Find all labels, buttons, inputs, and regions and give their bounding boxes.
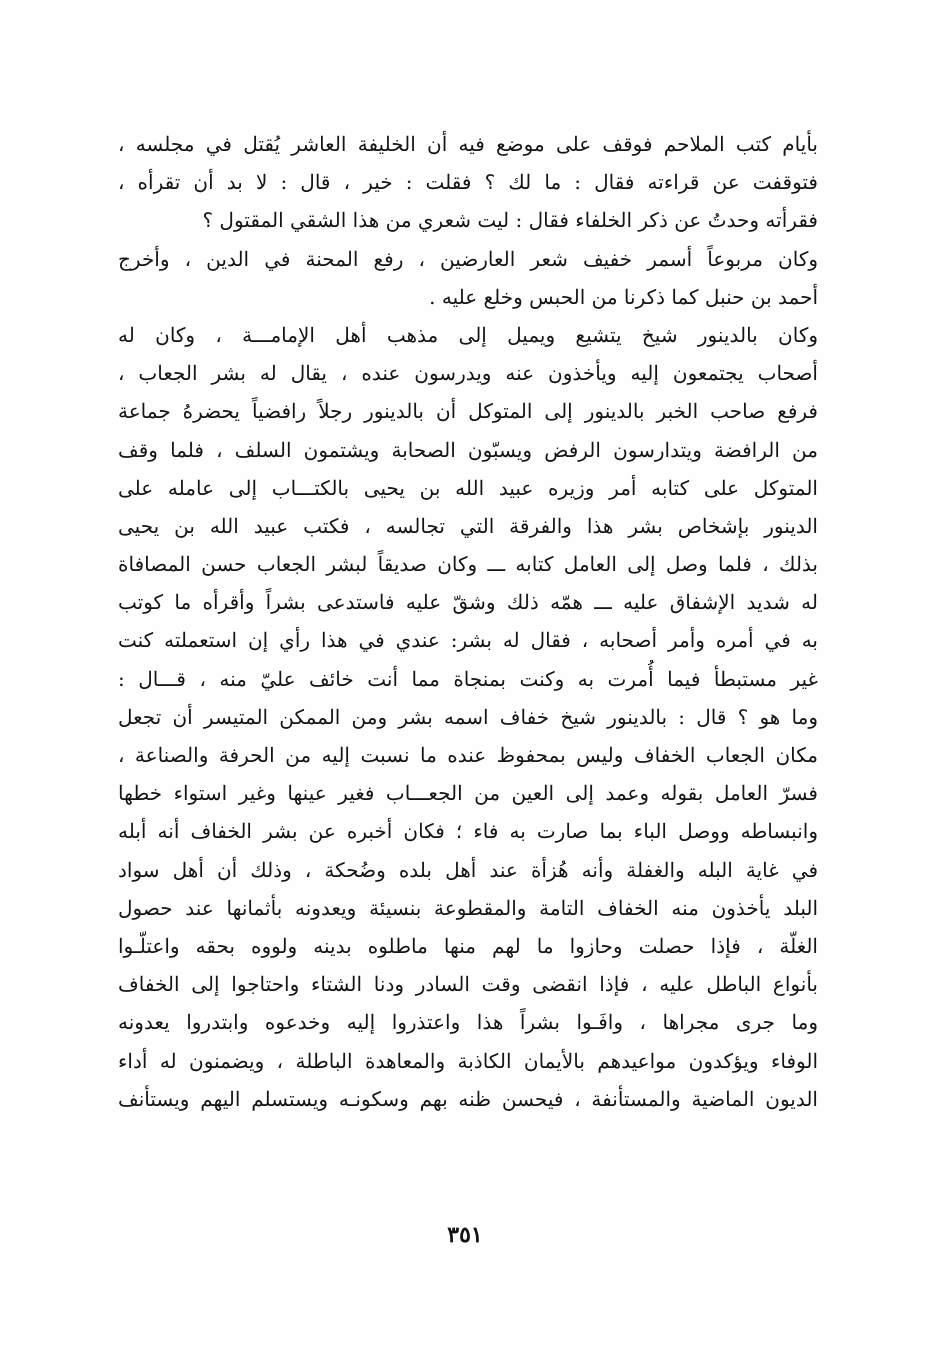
text-line: بأنواع الباطل عليه ، فإذا انقضى وقت السادر ودنا الشتاء واحتاجوا إلى الخفاف [118, 972, 818, 997]
text-line: الدينور بإشخاص بشر هذا والفرقة التي تجالسه ، فكتب عبيد الله بن يحيى [118, 513, 818, 538]
text-line: بأيام كتب الملاحم فوقف على موضع فيه أن الخليفة العاشر يُقتل في مجلسه ، [118, 132, 818, 156]
text-line: غير مستبطأ فيما أُمرت به وكنت بمنجاة مما أنت خائف عليّ منه ، قـــال : [118, 666, 818, 691]
text-line: المتوكل على كتابه أمر وزيره عبيد الله بن يحيى بالكتـــاب إلى عامله على [118, 475, 818, 500]
text-line: الديون الماضية والمستأنفة ، فيحسن ظنه بهم وسكونـه ويستسلم اليهم ويستأنف [118, 1086, 818, 1111]
text-line: وانبساطه ووصل الباء بما صارت به فاء ؛ فكان أخبره عن بشر الخفاف أنه أبله [118, 819, 818, 844]
text-line: فسرّ العامل بقوله وعمد إلى العين من الجعـــاب فغير عينها وغير استواء خطها [118, 781, 818, 806]
text-line: بذلك ، فلما وصل إلى العامل كتابه ـــ وكان صديقاً لبشر الجعاب حسن المصافاة [118, 552, 818, 577]
text-line: فرفع صاحب الخبر بالدينور إلى المتوكل أن بالدينور رجلاً رافضياً يحضرهُ جماعة [118, 399, 818, 424]
text-line: مكان الجعاب الخفاف وليس بمحفوظ عنده ما نسبت إليه من الحرفة والصناعة ، [118, 743, 818, 767]
text-line: وما جرى مجراها ، وافَـوا بشراً هذا واعتذروا إليه وخدعوه وابتدروا يعدونه [118, 1010, 818, 1035]
text-line: البلد يأخذون منه الخفاف التامة والمقطوعة بنسيئة ويعدونه بأثمانها عند حصول [118, 895, 818, 920]
text-line: من الرافضة ويتدارسون الرفض ويسبّون الصحابة ويشتمون السلف ، فلما وقف [118, 437, 818, 462]
text-line: فتوقفت عن قراءته فقال : ما لك ؟ فقلت : خير ، قال : لا بد أن تقرأه ، [118, 170, 818, 195]
text-line: أحمد بن حنبل كما ذكرنا من الحبس وخلع عليه . [429, 284, 818, 309]
text-line: أصحاب يجتمعون إليه ويأخذون عنه ويدرسون عنده ، يقال له بشر الجعاب ، [118, 361, 818, 386]
text-line: الوفاء ويؤكدون مواعيدهم بالأيمان الكاذبة والمعاهدة الباطلة ، ويضمنون له أداء [118, 1048, 818, 1073]
text-line: الغلّة ، فإذا حصلت وحازوا ما لهم منها ماطلوه بدينه ولووه بحقه واعتلّـوا [118, 933, 818, 958]
text-line: في غاية البله والغفلة وأنه هُزأة عند أهل بلده وضُحكة ، وذلك أن أهل سواد [118, 857, 818, 882]
text-line: وكان مربوعاً أسمر خفيف شعر العارضين ، رفع المحنة في الدين ، وأخرج [118, 246, 818, 271]
text-line: به في أمره وأمر أصحابه ، فقال له بشر: عندي في هذا رأي إن استعملته كنت [118, 628, 818, 653]
page-body-text [118, 125, 818, 1118]
text-line: وكان بالدينور شيخ يتشيع ويميل إلى مذهب أهل الإمامـــة ، وكان له [118, 322, 818, 347]
text-line: له شديد الإشفاق عليه ـــ همّه ذلك وشقّ عليه فاستدعى بشراً وأقرأه ما كوتب [118, 590, 818, 615]
text-line: وما هو ؟ قال : بالدينور شيخ خفاف اسمه بشر ومن الممكن المتيسر أن تجعل [118, 704, 818, 729]
text-line: فقرأته وحدتُ عن ذكر الخلفاء فقال : ليت شعري من هذا الشقي المقتول ؟ [202, 208, 818, 233]
page-number: ٣٥١ [447, 1222, 483, 1248]
